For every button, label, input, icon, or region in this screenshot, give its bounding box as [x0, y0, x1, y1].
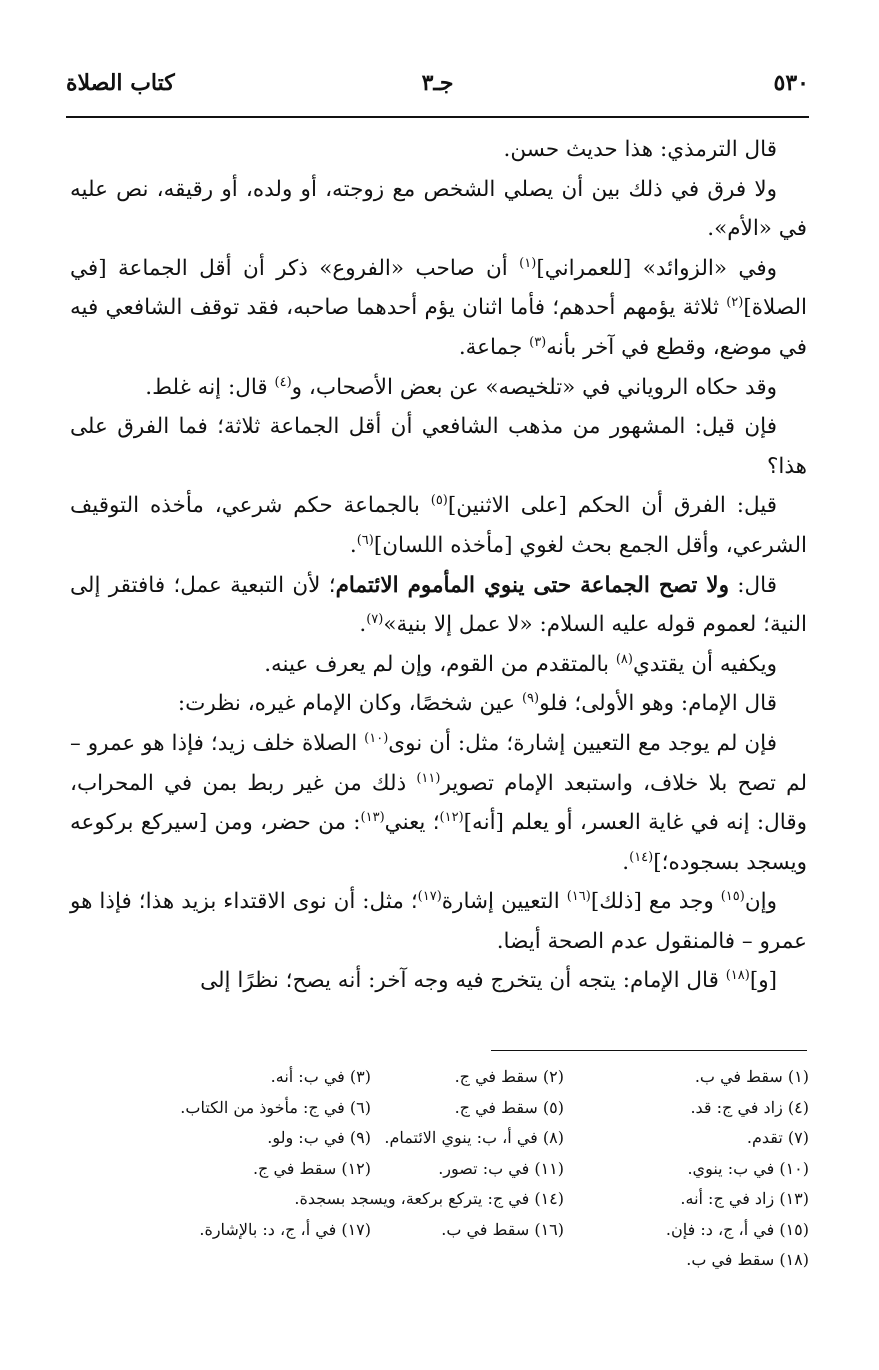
paragraph — [70, 170, 807, 249]
footnote: (١٠) في ب: ينوي. — [687, 1158, 809, 1178]
header-divider — [66, 116, 809, 118]
text-run: قال: — [728, 572, 777, 598]
text-run: وفي «الزوائد» [للعمراني] — [536, 255, 777, 281]
footnote-ref: (٩) — [521, 691, 540, 707]
text-run: الصلاة خلف زيد؛ فإذا هو عمرو – لم تصح بلا خلاف، واستبعد الإمام تصوير — [70, 730, 807, 796]
footnotes — [70, 1062, 809, 1276]
footnote-ref: (١١) — [416, 770, 441, 786]
footnote: (١٤) في ج: يتركع بركعة، ويسجد بسجدة. — [294, 1189, 564, 1208]
text-run: ؛ يعني — [384, 810, 440, 836]
footnote-ref: (٥) — [430, 493, 448, 509]
footnote: (١٥) في أ، ج، د: فإن. — [665, 1219, 809, 1239]
footnote-ref: (١٤) — [629, 849, 654, 865]
footnote: (٢) سقط في ج. — [454, 1067, 564, 1086]
paragraph — [70, 407, 807, 486]
footnote: (٧) تقدم. — [746, 1128, 809, 1147]
footnote-row — [70, 1215, 809, 1246]
footnote-row — [70, 1062, 809, 1093]
footnote-ref: (١٥) — [720, 889, 745, 905]
text-run: ويكفيه أن يقتدي — [632, 651, 777, 677]
footnote-ref: (٦) — [356, 532, 374, 548]
footnote-ref: (١٨) — [725, 968, 750, 984]
footnote: (٥) سقط في ج. — [454, 1097, 564, 1117]
paragraph — [70, 566, 807, 645]
page-header — [66, 70, 809, 104]
main-text — [70, 130, 807, 1001]
footnote-ref: (٢) — [726, 295, 744, 311]
footnote: (١٢) سقط في ج. — [252, 1158, 371, 1178]
text-run: ؛ مثل: أن نوى الاقتداء بزيد هذا؛ فإذا هو عمرو – فالمنقول عدم الصحة أيضا. — [70, 889, 807, 954]
text-run: قال: إنه غلط. — [145, 374, 275, 400]
footnote-row — [70, 1245, 809, 1276]
text-run: بالجماعة حكم شرعي، مأخذه التوقيف الشرعي، وأقل الجمع بحث لغوي [مأخذه اللسان] — [70, 493, 807, 558]
footnote: (١٣) زاد في ج: أنه. — [680, 1189, 809, 1208]
text-run: [و] — [749, 968, 777, 994]
paragraph — [70, 684, 807, 724]
text-run: جماعة. — [458, 334, 530, 360]
paragraph — [70, 724, 807, 882]
text-run: قال الإمام: وهو الأولى؛ فلو — [539, 691, 777, 717]
text-run: قال الإمام: يتجه أن يتخرج فيه وجه آخر: أنه يصح؛ نظرًا إلى — [200, 968, 726, 994]
footnote-row — [70, 1184, 809, 1215]
text-run: فإن لم يوجد مع التعيين إشارة؛ مثل: أن نوى — [388, 730, 777, 756]
footnote: (١) سقط في ب. — [694, 1067, 809, 1086]
footnote-ref: (١٢) — [439, 809, 464, 825]
text-run: أن صاحب «الفروع» ذكر أن أقل الجماعة [في الصلاة] — [70, 255, 807, 321]
paragraph — [70, 882, 807, 961]
footnote-ref: (١٧) — [417, 889, 442, 905]
text-run: قال الترمذي: هذا حديث حسن. — [503, 137, 777, 162]
footnote: (٦) في ج: مأخوذ من الكتاب. — [180, 1097, 371, 1117]
footnote-divider — [491, 1050, 807, 1051]
footnote: (١٧) في أ، ج، د: بالإشارة. — [199, 1219, 371, 1239]
text-run: ؛ لأن التبعية عمل؛ فافتقر إلى النية؛ لعموم قوله عليه السلام: «لا عمل إلا بنية» — [70, 572, 807, 638]
footnote-ref: (٨) — [615, 651, 633, 667]
footnote-ref: (١٦) — [566, 889, 591, 905]
text-run: فإن قيل: المشهور من مذهب الشافعي أن أقل الجماعة ثلاثة؛ فما الفرق على هذا؟ — [70, 414, 807, 479]
paragraph — [70, 368, 807, 408]
paragraph — [70, 486, 807, 565]
footnote-ref: (٣) — [529, 334, 547, 350]
footnote-ref: (٤) — [274, 374, 292, 390]
text-run: قيل: الفرق أن الحكم [على الاثنين] — [447, 493, 777, 519]
text-run: التعيين إشارة — [441, 889, 567, 915]
footnote: (٨) في أ، ب: ينوي الائتمام. — [384, 1128, 564, 1147]
text-run: ذلك من غير ربط بمن في المحراب، وقال: إنه في غاية العسر، أو يعلم [أنه] — [70, 770, 807, 836]
footnote-ref: (١) — [519, 255, 537, 271]
text-run: وقد حكاه الروياني في «تلخيصه» عن بعض الأصحاب، و — [291, 374, 777, 400]
footnote: (٤) زاد في ج: قد. — [690, 1097, 809, 1117]
paragraph — [70, 645, 807, 685]
text-run: ثلاثة يؤمهم أحدهم؛ فأما اثنان يؤم أحدهما صاحبه، فقد توقف الشافعي فيه في موضع، وقطع في آخر بأنه — [70, 295, 807, 360]
footnote: (٣) في ب: أنه. — [270, 1067, 371, 1086]
paragraph — [70, 130, 807, 170]
footnote-ref: (١٣) — [360, 809, 385, 825]
text-run: ولا فرق في ذلك بين أن يصلي الشخص مع زوجته، أو ولده، أو رقيقه، نص عليه في «الأم». — [70, 176, 807, 242]
paragraph — [70, 961, 807, 1001]
footnote: (١٦) سقط في ب. — [441, 1219, 564, 1239]
footnote: (٩) في ب: ولو. — [267, 1128, 371, 1147]
page-number: ٥٣٠ — [773, 70, 809, 96]
bold-text: ولا تصح الجماعة حتى ينوي المأموم الائتمام — [335, 572, 729, 598]
text-run: وإن — [744, 889, 777, 915]
footnote-ref: (١٠) — [364, 730, 389, 746]
text-run: . — [349, 532, 357, 558]
footnote-row — [70, 1123, 809, 1154]
text-run: : من حضر، ومن [سيركع بركوعه ويسجد بسجوده؛] — [70, 810, 807, 875]
footnote-row — [70, 1093, 809, 1124]
text-run: بالمتقدم من القوم، وإن لم يعرف عينه. — [264, 651, 616, 677]
footnote-ref: (٧) — [366, 611, 384, 627]
text-run: وجد مع [ذلك] — [590, 889, 721, 915]
footnote: (١٨) سقط في ب. — [686, 1250, 809, 1269]
footnote: (١١) في ب: تصور. — [438, 1158, 564, 1178]
paragraph — [70, 249, 807, 368]
volume-label: جـ٣ — [421, 70, 454, 96]
footnote-row — [70, 1154, 809, 1185]
text-run: عين شخصًا، وكان الإمام غيره، نظرت: — [177, 691, 522, 717]
book-title: كتاب الصلاة — [66, 70, 175, 96]
text-run: . — [622, 849, 630, 875]
text-run: . — [359, 612, 367, 638]
